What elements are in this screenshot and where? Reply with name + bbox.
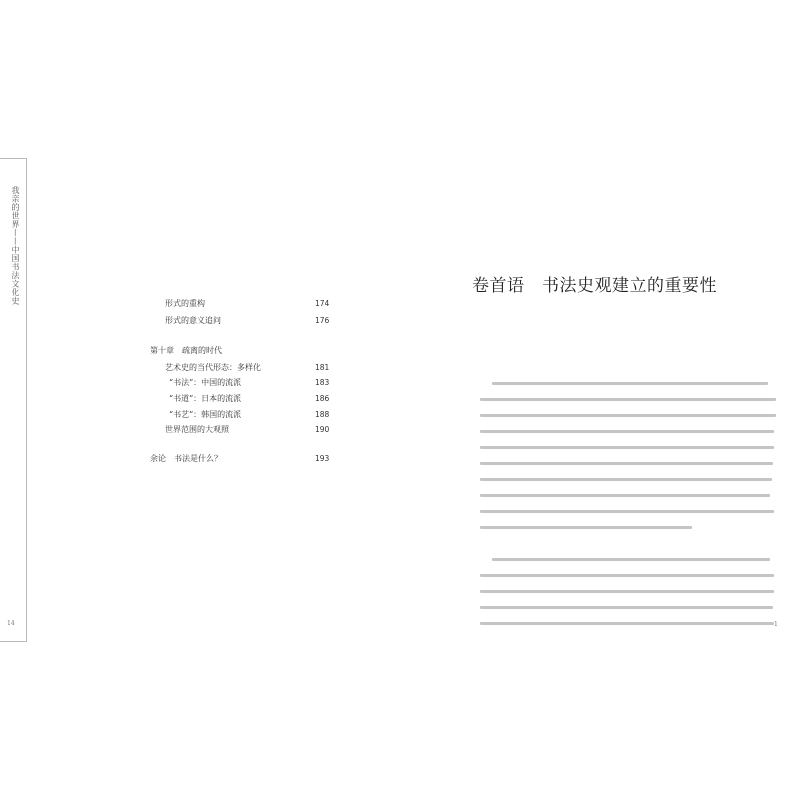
toc-entry-title: “书艺”：韩国的流派 xyxy=(169,410,242,419)
page-number: 1 xyxy=(774,621,778,628)
text-line xyxy=(492,382,768,385)
text-line xyxy=(480,446,774,449)
text-line xyxy=(480,526,692,529)
page-number: 14 xyxy=(7,620,15,627)
toc-entry-title: 世界范围的大观照 xyxy=(165,425,229,434)
text-line xyxy=(480,398,776,401)
text-line xyxy=(492,558,770,561)
toc-entry-page: 190 xyxy=(315,425,330,434)
toc-entry-page: 183 xyxy=(315,378,330,387)
text-line xyxy=(480,510,774,513)
text-line xyxy=(480,574,774,577)
toc-entry-title: 形式的重构 xyxy=(165,299,205,308)
running-head: 我亲的世界——中国书法文化史 xyxy=(11,186,20,305)
text-line xyxy=(480,414,776,417)
text-line xyxy=(480,478,772,481)
toc-entry-title: 余论 书法是什么？ xyxy=(150,454,222,463)
toc-entry-page: 174 xyxy=(315,299,330,308)
toc-entry-page: 181 xyxy=(315,363,330,372)
right-page xyxy=(400,0,800,800)
toc-entry-title: “书道”：日本的流派 xyxy=(169,394,242,403)
toc-entry-page: 188 xyxy=(315,410,330,419)
text-line xyxy=(480,494,770,497)
toc-entry-page: 176 xyxy=(315,316,330,325)
text-line xyxy=(480,590,774,593)
toc-entry-title: 第十章 疏离的时代 xyxy=(150,346,222,355)
body-paragraph xyxy=(480,382,778,532)
toc-entry-title: 形式的意义追问 xyxy=(165,316,221,325)
chapter-title: 卷首语 书法史观建立的重要性 xyxy=(472,276,717,296)
text-line xyxy=(480,606,773,609)
toc-entry-page: 193 xyxy=(315,454,330,463)
toc-entry-page: 186 xyxy=(315,394,330,403)
toc-entry-title: “书法”：中国的流派 xyxy=(169,378,242,387)
text-line xyxy=(480,622,774,625)
toc-entry-title: 艺术史的当代形态：多样化 xyxy=(165,363,261,372)
text-line xyxy=(480,462,773,465)
body-paragraph xyxy=(480,558,778,628)
text-line xyxy=(480,430,774,433)
